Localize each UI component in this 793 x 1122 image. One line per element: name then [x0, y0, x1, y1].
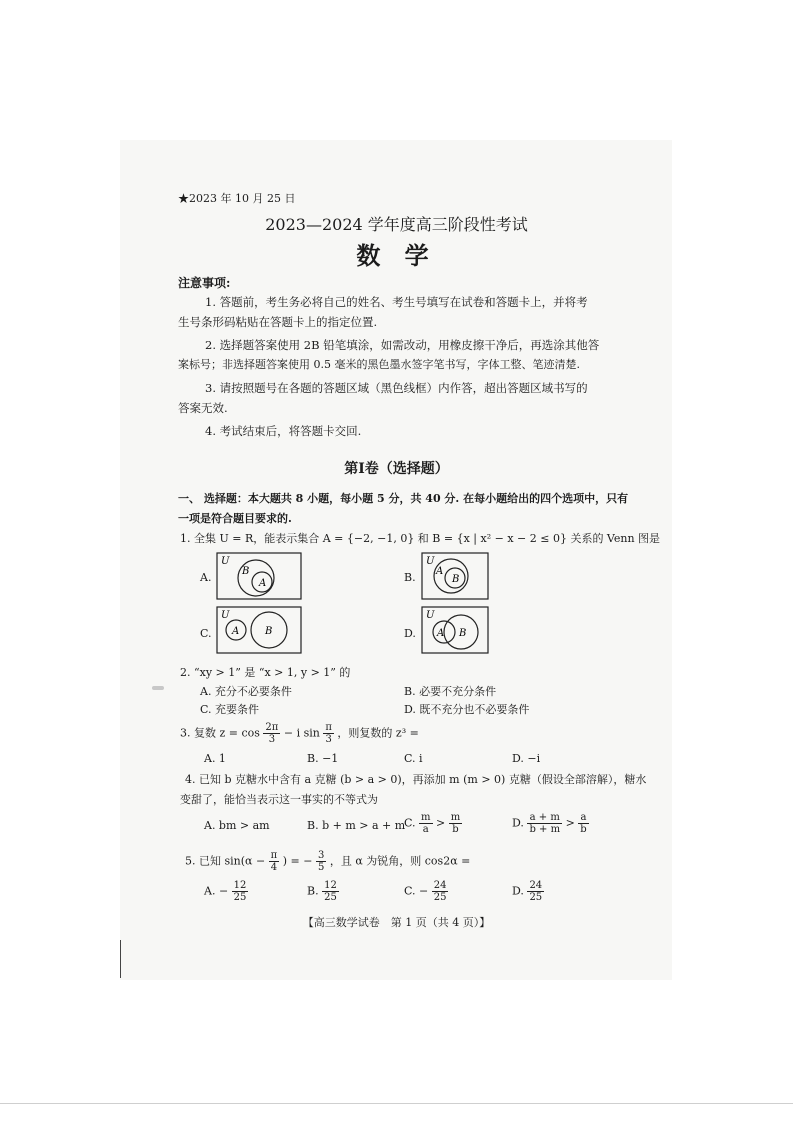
- q4-option-a: A. bm > am: [204, 819, 270, 832]
- venn-a-label: A: [259, 578, 267, 589]
- q2-option-d: D. 既不充分也不必要条件: [404, 703, 530, 716]
- q4-option-c: C. $\frac{m}{a}$ > $\frac{m}{b}$: [404, 812, 461, 835]
- q1-venn-a: [216, 552, 302, 600]
- notice-heading: 注意事项:: [178, 276, 231, 290]
- venn-a-label: A: [232, 626, 240, 637]
- q5-stem: 5. 已知 sin(α − $\frac{\pi}{4}$ ) = − $\frac{3}{5}$ ，且 α 为锐角，则 cos2α =: [185, 850, 471, 873]
- notice-item-4: 4. 考试结束后，将答题卡交回.: [205, 424, 362, 438]
- q3-fraction-2: $\frac{\pi}{3}$: [325, 722, 332, 745]
- venn-u-label: U: [221, 610, 230, 621]
- venn-u-label: U: [221, 556, 230, 567]
- q3-option-a: A. 1: [204, 752, 226, 765]
- part-instruction-cont: 一项是符合题目要求的.: [178, 512, 292, 525]
- q4-option-d: D. $\frac{a + m}{b + m}$ > $\frac{a}{b}$: [512, 812, 587, 835]
- q1-venn-d: [421, 606, 489, 654]
- q3-option-d: D. −i: [512, 752, 541, 765]
- notice-item-2: 2. 选择题答案使用 2B 铅笔填涂，如需改动，用橡皮擦干净后，再选涂其他答: [205, 338, 600, 352]
- scan-bottom-edge: [0, 1103, 793, 1104]
- scan-margin-mark: [120, 940, 121, 978]
- q5-option-a: A. − $\frac{12}{25}$: [204, 880, 247, 903]
- venn-a-label: A: [436, 566, 444, 577]
- notice-item-3-cont: 答案无效.: [178, 401, 228, 415]
- venn-b-label: B: [452, 574, 460, 585]
- q5-option-d: D. $\frac{24}{25}$: [512, 880, 543, 903]
- q1-stem: 1. 全集 U = R，能表示集合 A = {−2, −1, 0} 和 B = {x | x² − x − 2 ≤ 0} 关系的 Venn 图是: [180, 532, 661, 545]
- q2-option-b: B. 必要不充分条件: [404, 685, 497, 698]
- q1-option-a-label: A.: [200, 571, 212, 584]
- venn-a-label: A: [437, 628, 445, 639]
- exam-title: 2023—2024 学年度高三阶段性考试: [265, 215, 528, 234]
- q2-option-c: C. 充要条件: [200, 703, 260, 716]
- q2-option-a: A. 充分不必要条件: [200, 685, 292, 698]
- page-footer: 【高三数学试卷 第 1 页（共 4 页）】: [302, 916, 491, 929]
- q3-fraction-1: $\frac{2\pi}{3}$: [265, 722, 279, 745]
- venn-b-label: B: [459, 628, 467, 639]
- q1-option-d-label: D.: [404, 627, 416, 640]
- q4-option-b: B. b + m > a + m: [307, 819, 406, 832]
- part-instruction: 一、 选择题：本大题共 8 小题，每小题 5 分，共 40 分. 在每小题给出的四个选项中，只有: [178, 492, 629, 505]
- venn-u-label: U: [426, 610, 435, 621]
- venn-u-label: U: [426, 556, 435, 567]
- q1-venn-b: [421, 552, 489, 600]
- subject-title: 数 学: [356, 241, 437, 270]
- venn-b-label: B: [242, 566, 250, 577]
- q3-option-b: B. −1: [307, 752, 339, 765]
- q3-option-c: C. i: [404, 752, 423, 765]
- q2-stem: 2. “xy > 1” 是 “x > 1, y > 1” 的: [180, 666, 351, 679]
- q4-stem-line1: 4. 已知 b 克糖水中含有 a 克糖 (b > a > 0)，再添加 m (m > 0) 克糖（假设全部溶解），糖水: [185, 773, 647, 786]
- q3-stem: [180, 722, 419, 745]
- notice-item-1: 1. 答题前，考生务必将自己的姓名、考生号填写在试卷和答题卡上，并将考: [205, 295, 588, 309]
- q1-option-c-label: C.: [200, 627, 212, 640]
- q1-option-b-label: B.: [404, 571, 416, 584]
- q3-prefix: 3. 复数 z = cos: [180, 726, 260, 740]
- q3-suffix: ，则复数的 z³ =: [337, 726, 419, 740]
- venn-b-label: B: [265, 626, 273, 637]
- scan-smudge: [152, 686, 164, 690]
- q5-option-b: B. $\frac{12}{25}$: [307, 880, 337, 903]
- q3-mid: − i sin: [283, 726, 320, 740]
- section-title: 第Ⅰ卷（选择题）: [344, 461, 449, 477]
- q4-stem-line2: 变甜了，能恰当表示这一事实的不等式为: [180, 793, 378, 806]
- notice-item-1-cont: 生号条形码粘贴在答题卡上的指定位置.: [178, 315, 378, 329]
- notice-item-3: 3. 请按照题号在各题的答题区域（黑色线框）内作答，超出答题区域书写的: [205, 381, 588, 395]
- q1-venn-c: [216, 606, 302, 654]
- q5-option-c: C. − $\frac{24}{25}$: [404, 880, 447, 903]
- notice-item-2-cont: 案标号；非选择题答案使用 0.5 毫米的黑色墨水签字笔书写，字体工整、笔迹清楚.: [178, 358, 580, 371]
- exam-date: ★2023 年 10 月 25 日: [178, 192, 296, 205]
